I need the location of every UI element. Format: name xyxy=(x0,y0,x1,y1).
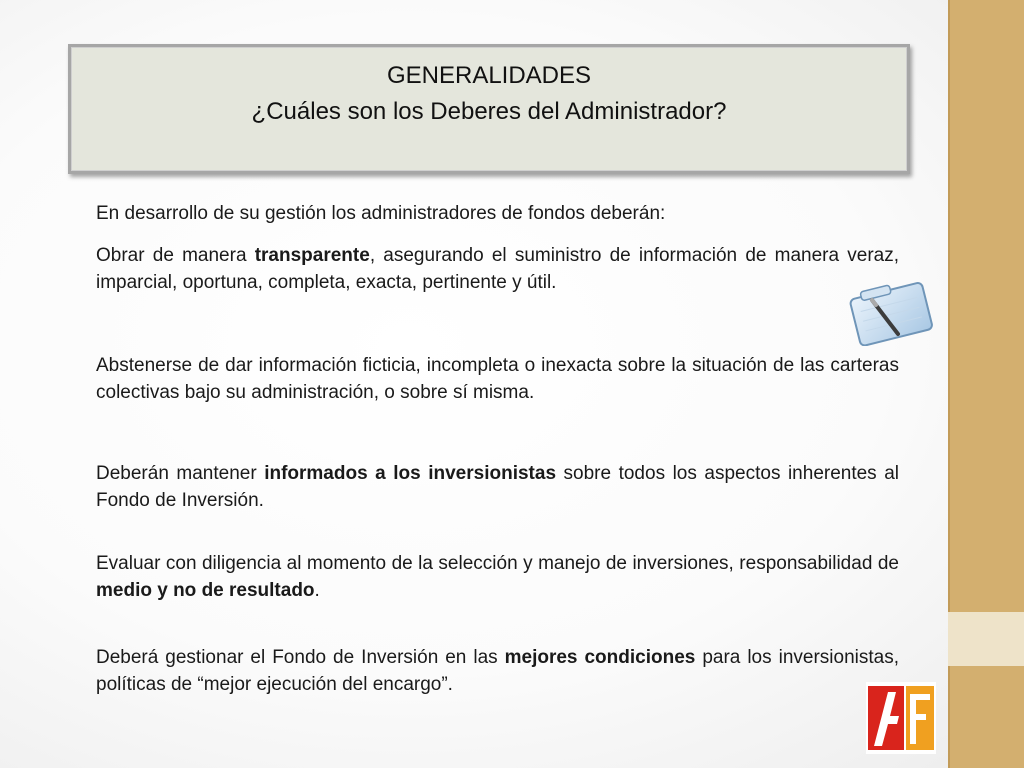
bold-text-segment: medio y no de resultado xyxy=(96,580,315,601)
paragraph xyxy=(96,460,899,514)
text-segment: Deberá gestionar el Fondo de Inversión en las xyxy=(96,647,505,668)
text-segment: Deberán mantener xyxy=(96,463,265,484)
paragraph xyxy=(96,200,899,227)
slide-subtitle: ¿Cuáles son los Deberes del Administrador? xyxy=(251,98,727,125)
text-segment: sobre todos los aspectos inherentes al Fondo de Inversión. xyxy=(96,463,899,511)
text-segment: En desarrollo de su gestión los administradores de fondos deberán: xyxy=(96,203,666,224)
title-box xyxy=(68,44,910,174)
slide-title: GENERALIDADES xyxy=(386,62,592,89)
bold-text-segment: mejores condiciones xyxy=(504,647,696,668)
text-segment: Evaluar con diligencia al momento de la selección y manejo de inversiones, responsabilidad de xyxy=(96,553,899,574)
text-segment: . xyxy=(314,580,320,601)
paragraph xyxy=(96,352,899,406)
notepad-pencil-icon xyxy=(846,280,938,346)
text-segment: Abstenerse de dar información ficticia, incompleta o inexacta sobre la situación de las carteras colectivas bajo su administración, o sobre sí misma. xyxy=(96,355,899,403)
paragraph xyxy=(96,242,899,296)
bold-text-segment: informados a los inversionistas xyxy=(264,463,557,484)
af-logo-icon xyxy=(866,682,936,754)
decorative-side-accent xyxy=(948,612,1024,666)
bold-text-segment: transparente xyxy=(254,245,370,266)
text-segment: para los inversionistas, políticas de “mejor ejecución del encargo”. xyxy=(96,647,899,695)
paragraph xyxy=(96,644,899,698)
text-segment: Obrar de manera xyxy=(96,245,255,266)
paragraph xyxy=(96,550,899,604)
text-segment: , asegurando el suministro de información de manera veraz, imparcial, oportuna, completa, exacta, pertinente y útil. xyxy=(96,245,899,293)
